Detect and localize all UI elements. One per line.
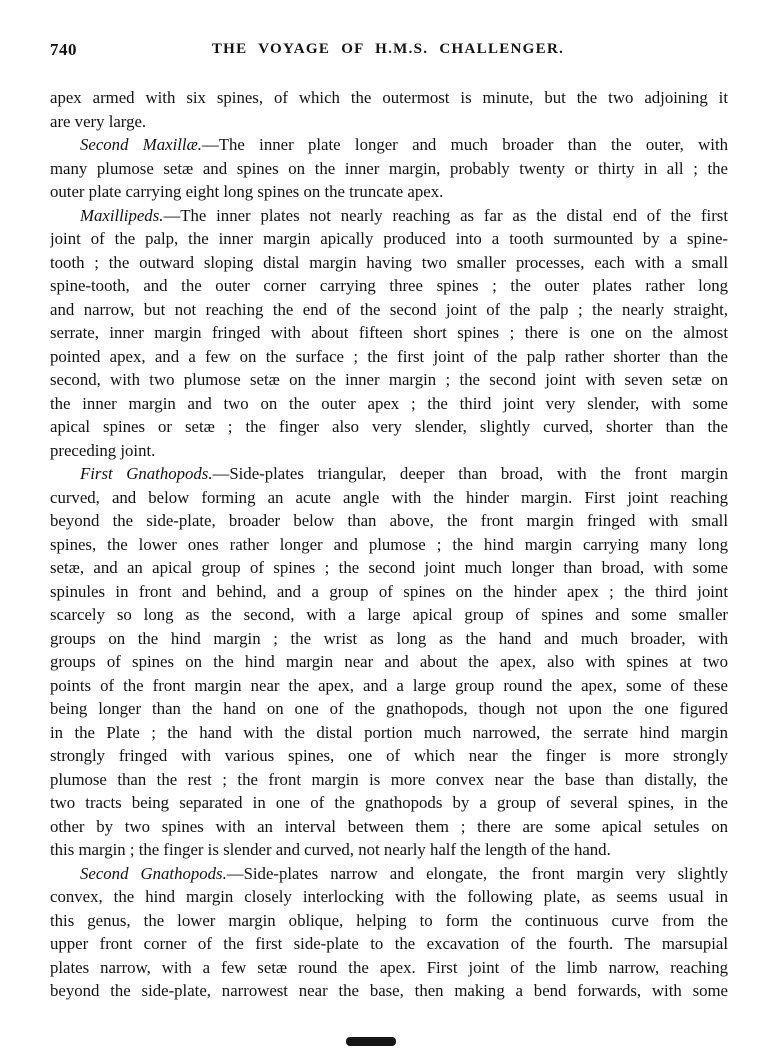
text-line [50, 909, 728, 933]
text-line [50, 486, 728, 510]
body-text-segment: plates narrow, with a few setæ round the apex. First joint of the limb narrow, reaching [50, 957, 728, 977]
text-line [50, 345, 728, 369]
page-header [50, 40, 726, 62]
body-text-segment: beyond the side-plate, narrowest near the base, then making a bend forwards, with some [50, 981, 728, 1000]
page-number: 740 [50, 40, 77, 59]
text-line [50, 838, 728, 862]
body-text-segment: and narrow, but not reaching the end of the second joint of the palp ; the nearly straight, [50, 299, 728, 319]
text-line [50, 251, 728, 275]
text-line [50, 110, 728, 134]
text-line [50, 862, 728, 886]
text-line [50, 368, 728, 392]
text-line [50, 815, 728, 839]
text-line [50, 157, 728, 181]
text-line [50, 274, 728, 298]
text-line [50, 298, 728, 322]
body-text-segment: scarcely so long as the second, with a large apical group of spines and some smaller [50, 605, 728, 624]
body-text-segment: many plumose setæ and spines on the inner margin, probably twenty or thirty in all ; the [50, 158, 728, 178]
text-line [50, 180, 728, 204]
italic-heading-text: Second Maxillæ. [80, 135, 202, 154]
text-line [50, 932, 728, 956]
text-line [50, 580, 728, 604]
text-line [50, 627, 728, 651]
text-line [50, 791, 728, 815]
body-text-segment: other by two spines with an interval between them ; there are some apical setules on [50, 816, 728, 836]
text-line [50, 650, 728, 674]
text-line [50, 697, 728, 721]
body-text-segment: plumose than the rest ; the front margin is more convex near the base than distally, the [50, 769, 728, 789]
body-text-segment: —The inner plate longer and much broader than the outer, with [201, 135, 728, 154]
body-text-segment: this margin ; the finger is slender and curved, not nearly half the length of the hand. [50, 840, 611, 859]
body-text-segment: this genus, the lower margin oblique, helping to form the continuous curve from the [50, 910, 728, 930]
body-text-segment: groups of spines on the hind margin near and about the apex, also with spines at two [50, 652, 728, 671]
paragraph [50, 862, 728, 1003]
body-text-segment: curved, and below forming an acute angle with the hinder margin. First joint reaching [50, 487, 728, 507]
body-text-segment: —The inner plates not nearly reaching as far as the distal end of the first [163, 205, 728, 225]
body-text-segment: spinules in front and behind, and a group of spines on the hinder apex ; the third joint [50, 581, 728, 601]
body-text-segment: beyond the side-plate, broader below than above, the front margin fringed with small [50, 511, 728, 530]
text-line [50, 204, 728, 228]
text-line [50, 885, 728, 909]
body-text-segment: the inner margin and two on the outer apex ; the third joint very slender, with some [50, 393, 728, 413]
paragraph [50, 462, 728, 862]
paragraph [50, 204, 728, 463]
body-text-segment: strongly fringed with various spines, one of which near the finger is more strongly [50, 746, 728, 765]
body-text-segment: spines, the lower ones rather longer and plumose ; the hind margin carrying many long [50, 534, 728, 554]
text-line [50, 533, 728, 557]
text-line [50, 556, 728, 580]
page-body [50, 86, 728, 1003]
body-text-segment: outer plate carrying eight long spines on the truncate apex. [50, 182, 444, 201]
text-line [50, 462, 728, 486]
body-text-segment: apical spines or setæ ; the finger also very slender, slightly curved, shorter than the [50, 417, 728, 436]
body-text-segment: serrate, inner margin fringed with about fifteen short spines ; there is one on the almost [50, 323, 728, 342]
text-line [50, 133, 728, 157]
body-text-segment: spine-tooth, and the outer corner carrying three spines ; the outer plates rather long [50, 276, 728, 295]
body-text-segment: second, with two plumose setæ on the inner margin ; the second joint with seven setæ on [50, 370, 728, 389]
body-text-segment: setæ, and an apical group of spines ; the second joint much longer than broad, with some [50, 558, 728, 577]
body-text-segment: preceding joint. [50, 440, 156, 460]
body-text-segment: being longer than the hand on one of the gnathopods, though not upon the one figured [50, 699, 728, 718]
text-line [50, 744, 728, 768]
body-text-segment: —Side-plates narrow and elongate, the front margin very slightly [226, 863, 728, 883]
body-text-segment: are very large. [50, 111, 147, 131]
body-text-segment: upper front corner of the first side-plate to the excavation of the fourth. The marsupial [50, 934, 728, 953]
italic-heading-text: First Gnathopods. [80, 464, 213, 483]
text-line [50, 603, 728, 627]
text-line [50, 956, 728, 980]
text-line [50, 415, 728, 439]
text-line [50, 979, 728, 1003]
body-text-segment: two tracts being separated in one of the gnathopods by a group of several spines, in the [50, 793, 728, 812]
body-text-segment: pointed apex, and a few on the surface ; the first joint of the palp rather shorter than the [50, 346, 728, 366]
text-line [50, 227, 728, 251]
running-title: THE VOYAGE OF H.M.S. CHALLENGER. [211, 41, 565, 57]
text-line [50, 439, 728, 463]
paragraph [50, 86, 728, 133]
body-text-segment: apex armed with six spines, of which the outermost is minute, but the two adjoining it [50, 88, 728, 107]
body-text-segment: —Side-plates triangular, deeper than broad, with the front margin [212, 464, 728, 483]
body-text-segment: points of the front margin near the apex, and a large group round the apex, some of these [50, 675, 728, 695]
body-text-segment: in the Plate ; the hand with the distal portion much narrowed, the serrate hind margin [50, 722, 728, 742]
body-text-segment: tooth ; the outward sloping distal margin having two smaller processes, each with a small [50, 252, 728, 272]
text-line [50, 721, 728, 745]
italic-heading-text: Second Gnathopods. [80, 863, 227, 883]
body-text-segment: groups on the hind margin ; the wrist as long as the hand and much broader, with [50, 628, 728, 648]
italic-heading-text: Maxillipeds. [80, 205, 164, 225]
text-line [50, 674, 728, 698]
paragraph [50, 133, 728, 204]
text-line [50, 392, 728, 416]
text-line [50, 321, 728, 345]
text-line [50, 86, 728, 110]
text-line [50, 509, 728, 533]
scan-artifact-mark [346, 1037, 396, 1046]
body-text-segment: convex, the hind margin closely interlocking with the following plate, as seems usual in [50, 887, 728, 906]
text-line [50, 768, 728, 792]
body-text-segment: joint of the palp, the inner margin apically produced into a tooth surmounted by a spine- [50, 229, 728, 248]
